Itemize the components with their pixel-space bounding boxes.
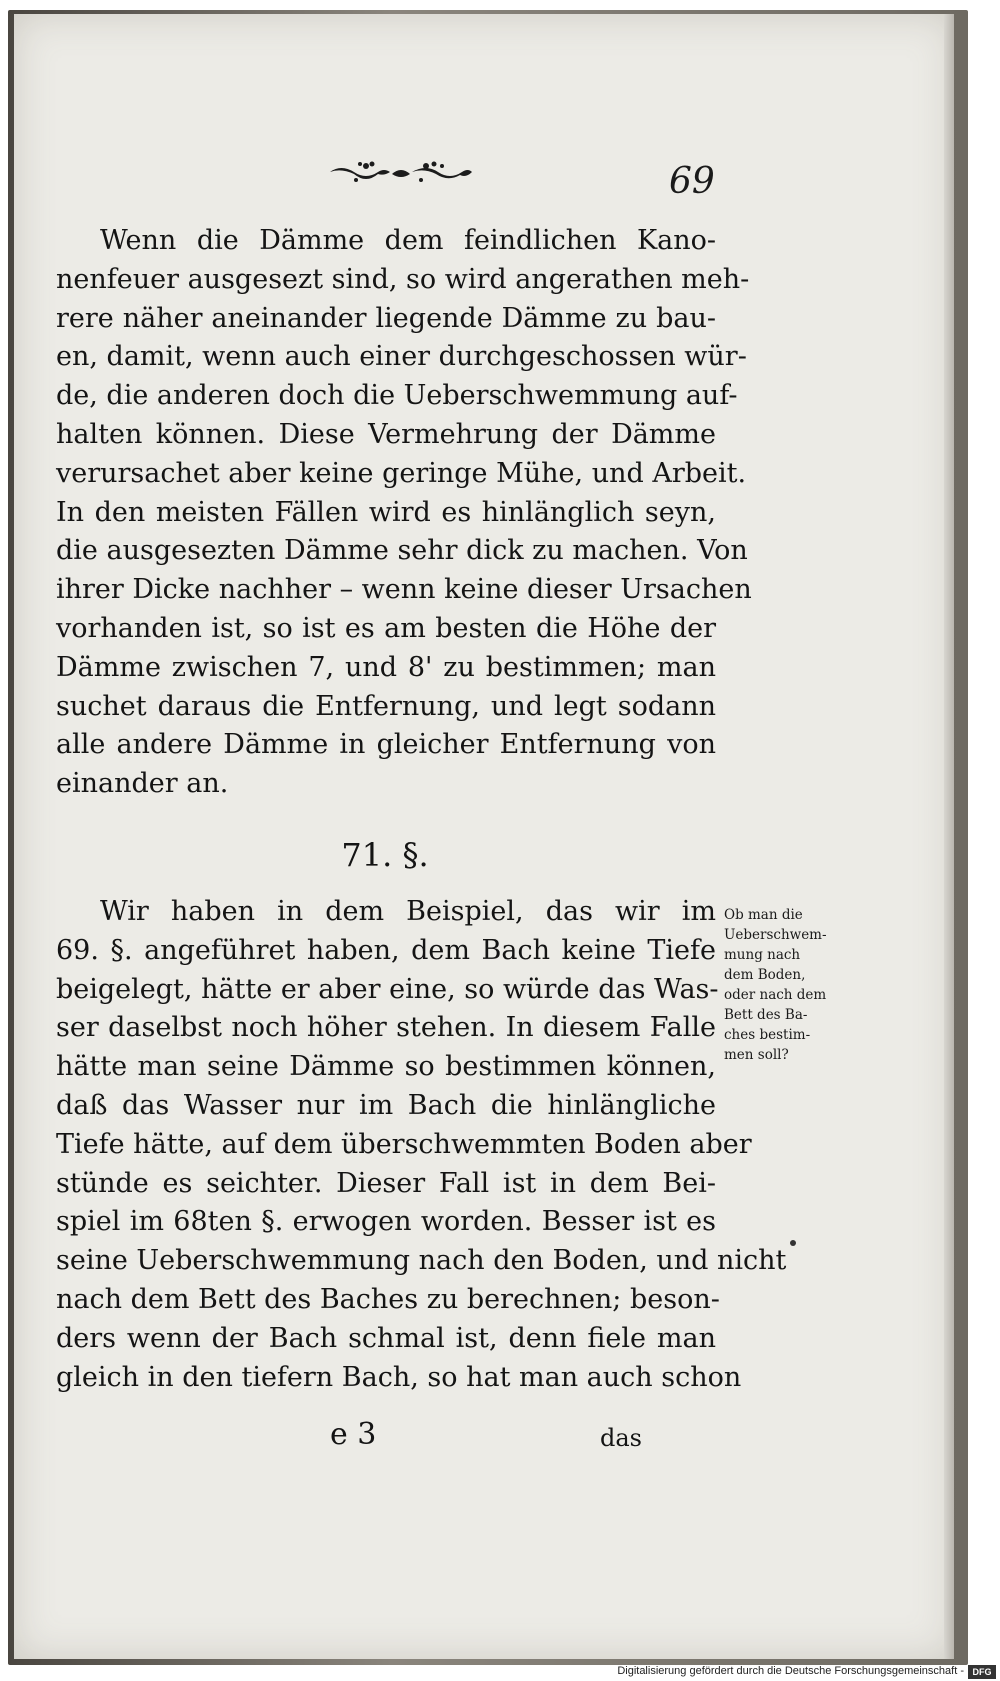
text-line: spiel im 68ten §. erwogen worden. Besser ist es [56, 1206, 716, 1238]
text-line: suchet daraus die Entfernung, und legt sodann [56, 690, 716, 722]
text-line: stünde es seichter. Dieser Fall ist in dem Bei- [56, 1167, 716, 1199]
signature-mark: e 3 [330, 1417, 377, 1452]
marginal-note-line: Ob man die [724, 907, 803, 923]
text-line: rere näher aneinander liegende Dämme zu bau- [56, 302, 716, 334]
text-line: en, damit, wenn auch einer durchgeschossen wür- [56, 341, 747, 373]
marginal-note-line: ches bestim- [724, 1027, 811, 1043]
marginal-note-line: Bett des Ba- [724, 1007, 808, 1023]
digitization-footer [0, 1664, 1000, 1681]
text-line: Wir haben in dem Beispiel, das wir im [100, 896, 716, 927]
text-line: gleich in den tiefern Bach, so hat man auch schon [56, 1361, 742, 1393]
dfg-logo: DFG [968, 1665, 996, 1679]
text-line: hätte man seine Dämme so bestimmen können, [56, 1051, 716, 1083]
page-number: 69 [669, 161, 715, 202]
marginal-note-line: Ueberschwem- [724, 927, 827, 943]
text-line: ders wenn der Bach schmal ist, denn fiele man [56, 1322, 716, 1354]
footer-credit: Digitalisierung gefördert durch die Deutsche Forschungsgemeinschaft - [617, 1665, 964, 1677]
marginal-note [724, 905, 827, 1065]
text-line: einander an. [56, 768, 229, 800]
text-line: vorhanden ist, so ist es am besten die Höhe der [56, 612, 716, 644]
text-line: Dämme zwischen 7, und 8' zu bestimmen; man [56, 651, 716, 683]
text-line: nenfeuer ausgesezt sind, so wird angerathen meh- [56, 263, 750, 295]
marginal-note-line: men soll? [724, 1047, 789, 1063]
text-line: 69. §. angeführet haben, dem Bach keine Tiefe [56, 934, 716, 966]
text-line: daß das Wasser nur im Bach die hinlängliche [56, 1089, 716, 1121]
text-line: de, die anderen doch die Ueberschwemmung auf- [56, 380, 738, 412]
text-line: verursachet aber keine geringe Mühe, und Arbeit. [56, 457, 747, 489]
text-line: beigelegt, hätte er aber eine, so würde das Was- [56, 973, 719, 1005]
text-line: seine Ueberschwemmung nach den Boden, und nicht [56, 1245, 787, 1277]
text-line: alle andere Dämme in gleicher Entfernung von [56, 729, 716, 761]
paragraph-1 [56, 222, 752, 804]
catchword: das [600, 1424, 642, 1452]
page-edge [944, 14, 954, 1659]
marginal-note-line: dem Boden, [724, 967, 806, 983]
text-line: die ausgesezten Dämme sehr dick zu machen. Von [56, 535, 748, 567]
headpiece-ornament-icon [326, 152, 476, 192]
text-line: ser daselbst noch höher stehen. In diesem Falle [56, 1012, 716, 1044]
ink-dot [790, 1240, 796, 1246]
marginal-note-line: mung nach [724, 947, 801, 963]
text-line: ihrer Dicke nachher – wenn keine dieser Ursachen [56, 574, 752, 606]
text-line: halten können. Diese Vermehrung der Dämme [56, 418, 716, 450]
text-line: Tiefe hätte, auf dem überschwemmten Boden aber [56, 1128, 752, 1160]
section-heading: 71. §. [341, 836, 429, 874]
text-line: In den meisten Fällen wird es hinlänglich seyn, [56, 496, 716, 528]
marginal-note-line: oder nach dem [724, 987, 827, 1003]
text-line: nach dem Bett des Baches zu berechnen; beson- [56, 1283, 720, 1315]
text-line: Wenn die Dämme dem feindlichen Kano- [100, 225, 716, 256]
